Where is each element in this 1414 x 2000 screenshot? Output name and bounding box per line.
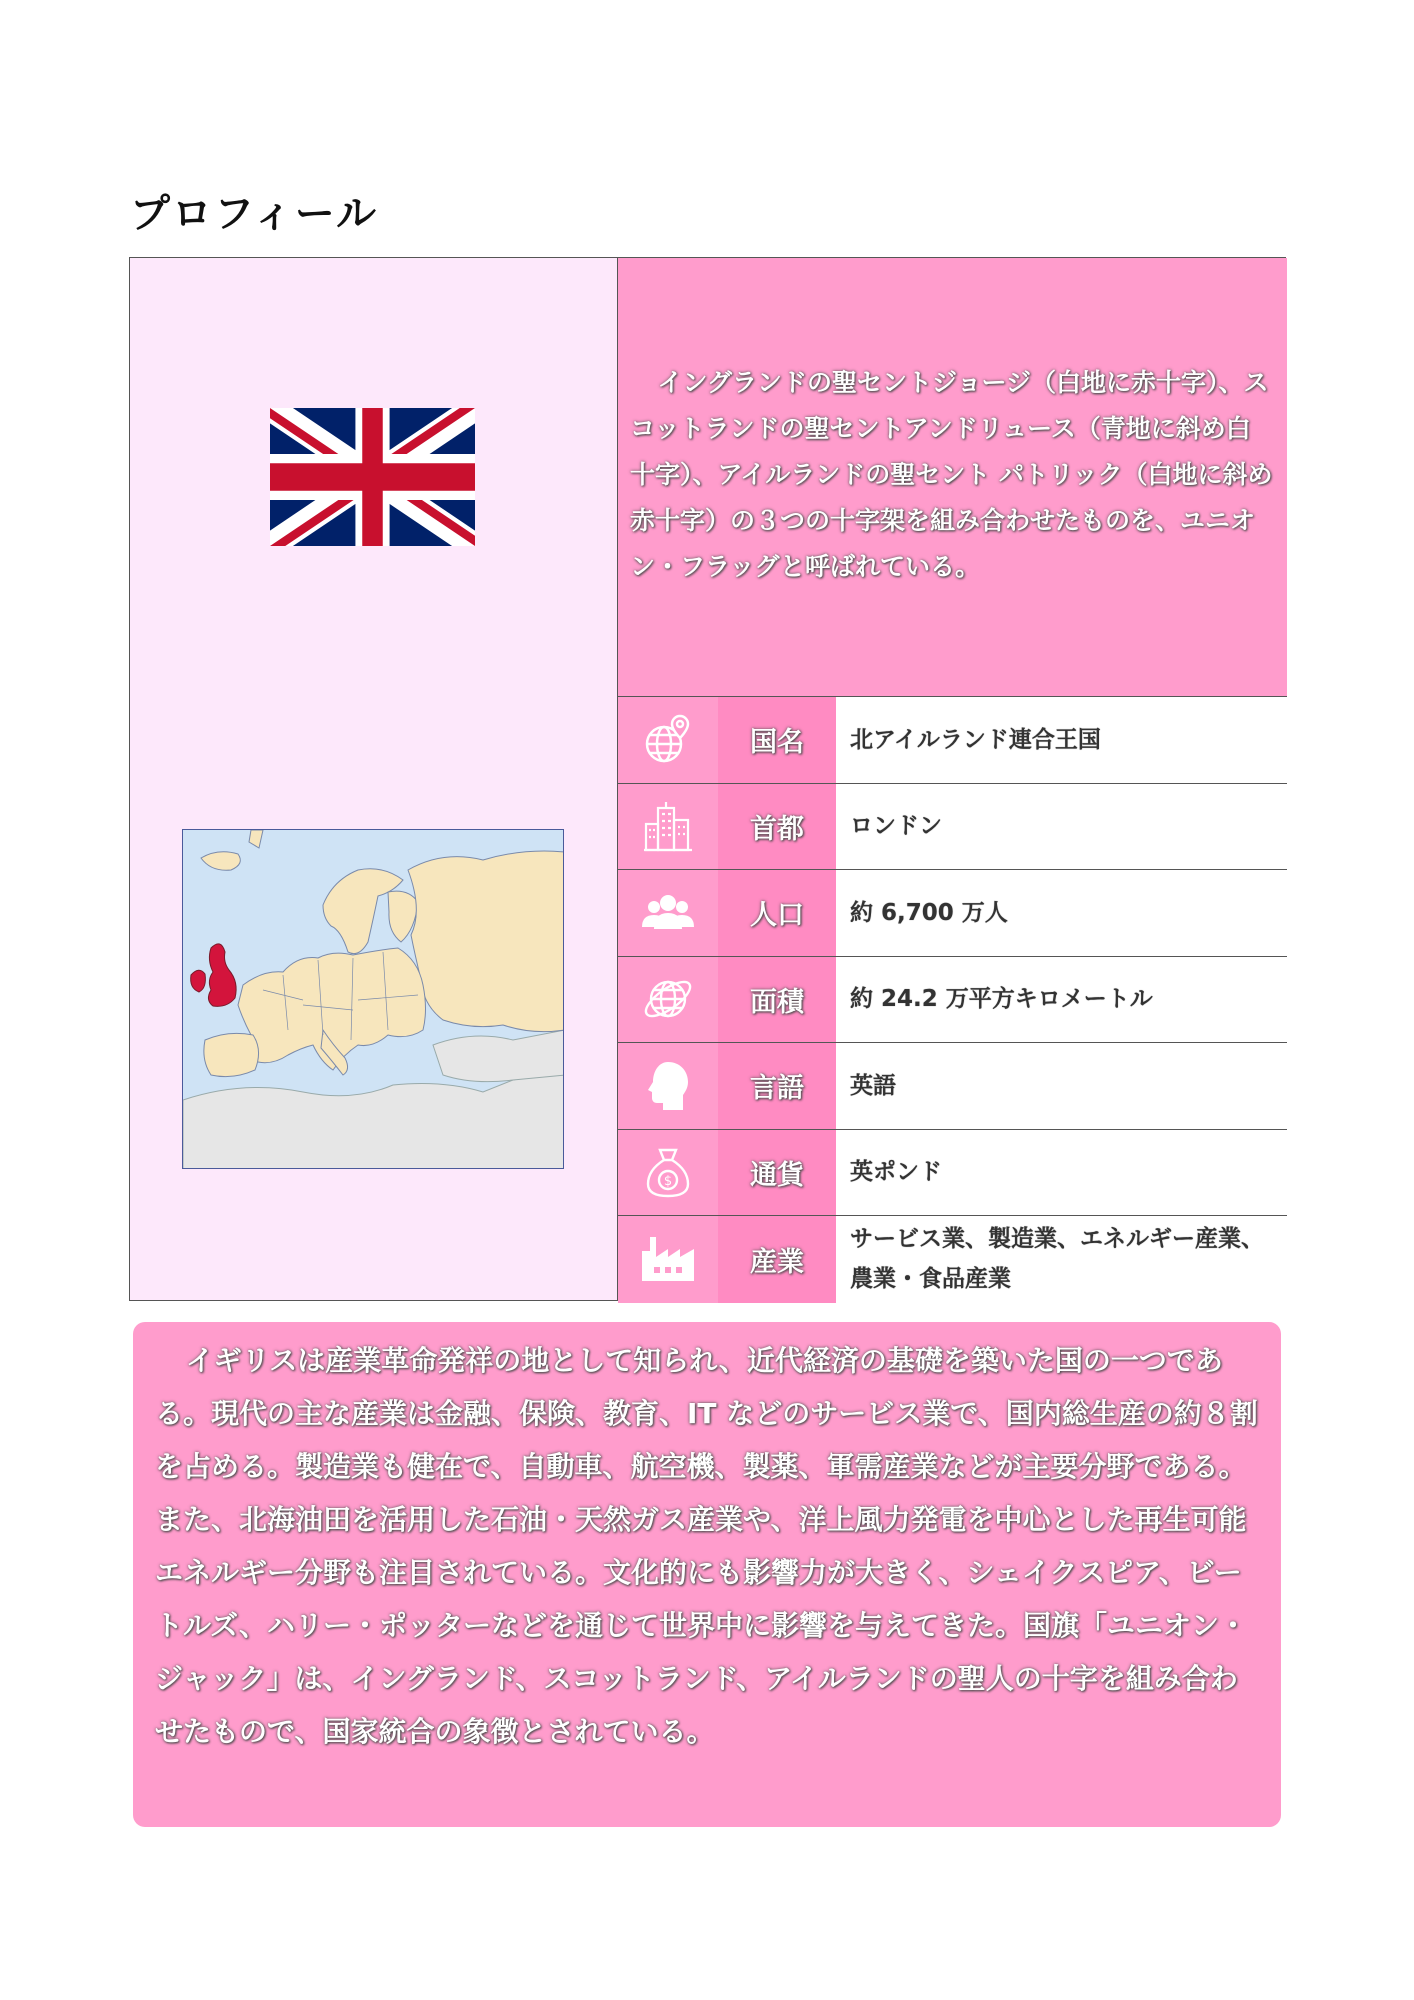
summary-box xyxy=(133,1322,1281,1827)
row-value: 北アイルランド連合王国 xyxy=(850,726,1101,753)
row-value: サービス業、製造業、エネルギー産業、農業・食品産業 xyxy=(850,1226,1264,1293)
row-value: ロンドン xyxy=(850,813,942,840)
profile-table xyxy=(618,697,1287,1303)
row-value: 英語 xyxy=(850,1072,896,1099)
svg-text:$: $ xyxy=(663,1174,673,1190)
profile-row-industry xyxy=(618,1216,1287,1303)
row-label: 産業 xyxy=(718,1216,836,1303)
globe-pin-icon xyxy=(618,697,718,783)
row-value: 英ポンド xyxy=(850,1159,942,1186)
row-label: 言語 xyxy=(718,1043,836,1129)
profile-row-population xyxy=(618,870,1287,957)
row-label: 面積 xyxy=(718,957,836,1043)
flag-description-box xyxy=(618,258,1287,697)
profile-row-language xyxy=(618,1043,1287,1130)
profile-row-country xyxy=(618,697,1287,784)
head-icon xyxy=(618,1043,718,1129)
summary-text: イギリスは産業革命発祥の地として知られ、近代経済の基礎を築いた国の一つである。現代の主な産業は金融、保険、教育、IT などのサービス業で、国内総生産の約８割を占める。製造業も健在で、自動車、航空機、製薬、軍需産業などが主要分野である。また、北海油田を活用した石油・天然ガス産業や、洋上風力発電を中心とした再生可能エネルギー分野も注目されている。文化的にも影響力が大きく、シェイクスピア、ビートルズ、ハリー・ポッターなどを通じて世界中に影響を与えてきた。国旗「ユニオン・ジャック」は、イングランド、スコットランド、アイルランドの聖人の十字を組み合わせたもので、国家統合の象徴とされている。 xyxy=(155,1344,1258,1748)
left-pane xyxy=(130,258,618,1300)
row-value: 約 6,700 万人 xyxy=(850,899,1008,926)
row-label: 人口 xyxy=(718,870,836,956)
people-icon xyxy=(618,870,718,956)
flag-description: イングランドの聖セントジョージ（白地に赤十字）、スコットランドの聖セントアンドリュース（青地に斜め白十字）、アイルランドの聖セント パトリック（白地に斜め赤十字）の３つの十字架を組み合わせたものを、ユニオン・フラッグと呼ばれている。 xyxy=(630,368,1273,581)
profile-row-area xyxy=(618,957,1287,1044)
europe-map-drawing xyxy=(183,830,564,1169)
money-bag-icon xyxy=(618,1130,718,1216)
factory-icon xyxy=(618,1216,718,1303)
row-label: 首都 xyxy=(718,784,836,870)
union-jack-flag xyxy=(270,408,475,546)
globe-orbit-icon xyxy=(618,957,718,1043)
row-value: 約 24.2 万平方キロメートル xyxy=(850,986,1153,1013)
row-label: 通貨 xyxy=(718,1130,836,1216)
row-label: 国名 xyxy=(718,697,836,783)
profile-card xyxy=(129,257,1286,1301)
europe-map xyxy=(182,829,564,1169)
profile-row-currency xyxy=(618,1130,1287,1217)
buildings-icon xyxy=(618,784,718,870)
page-title: プロフィール xyxy=(130,191,378,237)
profile-row-capital xyxy=(618,784,1287,871)
